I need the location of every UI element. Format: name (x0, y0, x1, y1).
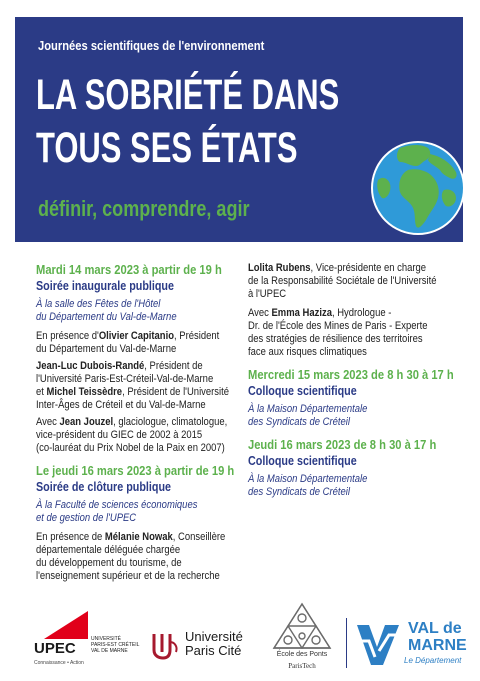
event-venue: des Syndicats de Créteil (248, 486, 351, 498)
speaker-name: Mélanie Nowak (104, 531, 173, 543)
ecole-des-ponts-name: École des Ponts (276, 651, 328, 658)
val-de-marne-emblem-icon (355, 621, 401, 667)
universite-paris-cite-logo-text: Université Paris Cité (185, 629, 243, 658)
event-venue: À la Faculté de sciences économiques (36, 499, 198, 511)
event-date: Mardi 14 mars 2023 à partir de 19 h (36, 262, 222, 277)
speaker-line: l'enseignement supérieur et de la recherche (36, 570, 220, 582)
program-left-column (36, 262, 251, 583)
speaker-name: Lolita Rubens (248, 262, 311, 274)
speaker-line: Inter-Âges de Créteil et du Val-de-Marne (36, 399, 206, 411)
speaker-line: et Michel Teissèdre, Président de l'Université (36, 386, 230, 398)
event-venue: À la salle des Fêtes de l'Hôtel (36, 298, 161, 310)
subtitle: définir, comprendre, agir (38, 196, 250, 221)
event-date: Le jeudi 16 mars 2023 à partir de 19 h (36, 463, 235, 478)
val-de-marne-subtitle: Le Département (404, 656, 462, 665)
event-title: Soirée inaugurale publique (36, 279, 174, 293)
event-venue: des Syndicats de Créteil (248, 416, 351, 428)
event-date: Mercredi 15 mars 2023 de 8 h 30 à 17 h (248, 367, 454, 382)
universite-paris-cite-emblem-icon (150, 632, 180, 660)
globe-icon (370, 140, 466, 236)
event-title: Colloque scientifique (248, 454, 357, 468)
speaker-line: départementale déléguée chargée (36, 544, 181, 556)
speaker-line: En présence de Mélanie Nowak, Conseillère (36, 531, 226, 543)
event-venue: À la Maison Départementale (248, 473, 368, 485)
upec-logo-text: UPEC (34, 640, 76, 657)
speaker-line: des stratégies de résilience des territoires (248, 333, 423, 345)
event-venue: et de gestion de l'UPEC (36, 512, 137, 524)
speaker-line: l'Université Paris-Est-Créteil-Val-de-Marne (36, 373, 214, 385)
speaker-line: vice-président du GIEC de 2002 à 2015 (36, 429, 203, 441)
speaker-name: Jean Jouzel (59, 416, 114, 428)
speaker-line: Avec Emma Haziza, Hydrologue - (248, 307, 392, 319)
program-right-column (248, 262, 463, 499)
speaker-name: Michel Teissèdre (46, 386, 123, 398)
logo-divider (346, 618, 347, 668)
upec-logo-caption: UNIVERSITÉ PARIS-EST CRÉTEIL VAL DE MARNE (91, 636, 140, 654)
speaker-line: Jean-Luc Dubois-Randé, Président de (36, 360, 203, 372)
ecole-des-ponts-triangle-icon (272, 602, 332, 650)
event-title: Soirée de clôture publique (36, 480, 172, 494)
event-venue: du Département du Val-de-Marne (36, 311, 177, 323)
event-series-kicker: Journées scientifiques de l'environnement (38, 38, 265, 53)
event-venue: À la Maison Départementale (248, 403, 368, 415)
speaker-line: face aux risques climatiques (248, 346, 367, 358)
main-title-line-1: LA SOBRIÉTÉ DANS (36, 71, 340, 119)
speaker-line: du développement du tourisme, de (36, 557, 182, 569)
speaker-line: (co-lauréat du Prix Nobel de la Paix en 2007) (36, 442, 225, 454)
upec-triangle-icon (34, 609, 90, 641)
speaker-name: Jean-Luc Dubois-Randé (36, 360, 145, 372)
speaker-line: Lolita Rubens, Vice-présidente en charge (248, 262, 427, 274)
speaker-line: à l'UPEC (248, 288, 287, 300)
main-title-line-2: TOUS SES ÉTATS (36, 124, 298, 172)
speaker-line: du Département du Val-de-Marne (36, 343, 177, 355)
event-date: Jeudi 16 mars 2023 de 8 h 30 à 17 h (248, 437, 437, 452)
speaker-line: Avec Jean Jouzel, glaciologue, climatologue, (36, 416, 228, 428)
ecole-des-ponts-tech: ParisTech (288, 662, 316, 670)
speaker-name: Emma Haziza (271, 307, 332, 319)
speaker-line: de la Responsabilité Sociétale de l'Université (248, 275, 437, 287)
speaker-line: En présence d'Olivier Capitanio, Président (36, 330, 220, 342)
event-title: Colloque scientifique (248, 384, 357, 398)
speaker-name: Olivier Capitanio (98, 330, 175, 342)
speaker-line: Dr. de l'École des Mines de Paris - Experte (248, 320, 428, 332)
val-de-marne-logo-text: VAL de MARNE (408, 620, 467, 654)
upec-tagline: Connaissance • Action (34, 660, 84, 666)
